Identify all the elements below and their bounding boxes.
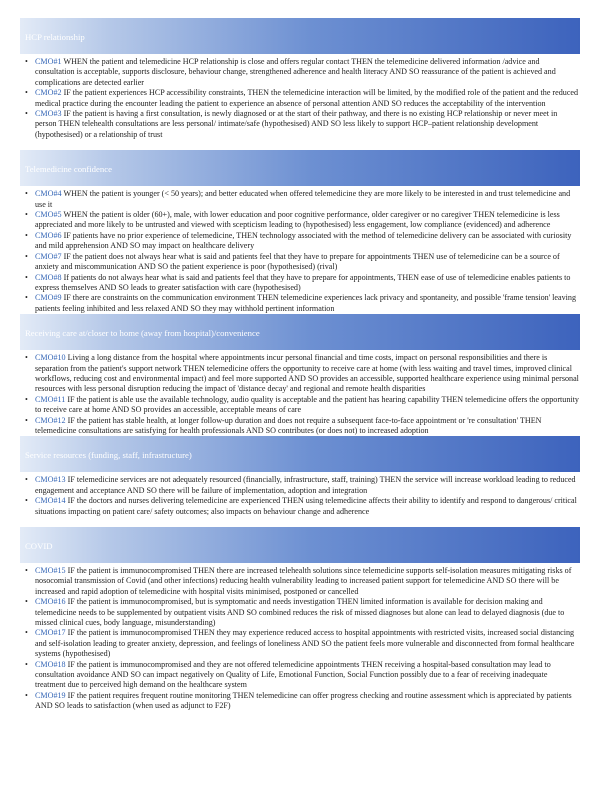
cmo-text: Living a long distance from the hospital where appointments incur personal financial and time costs, impact on personal responsibilities and there is separation from the patient's support network THEN telemedicine offers the opportunity to receive care at home (with less waiting and travel times, improved clinical workflows, reducing cost and environmental impact) and feel more supported AND SO provides an accessible, supported healthcare experience using minimal personal resources with less personal disruption reducing the impact of 'distance decay' and regional and remote health disparities: [35, 353, 579, 394]
cmo-text: IF the patient is immunocompromised, but is symptomatic and needs investigation THEN limited information is available for decision making and telemedicine needs to be supplemented by outpatient visits AND SO combined reduces the risk of missed diagnoses but alone can lead to delayed diagnosis (due to missed clinical cues, body language, misunderstanding): [35, 597, 565, 628]
cmo-text: IF the patient has stable health, at longer follow-up duration and does not require a subsequent face-to-face appointment or 're consultation' THEN telemedicine consultations are satisfying for health professionals AND SO contributes (or does not) to increased adoption: [35, 415, 542, 435]
cmo-code: CMO#14: [35, 496, 66, 506]
section-spacer: [20, 517, 580, 527]
list-item: [20, 628, 580, 659]
section-header-service-resources: [20, 436, 580, 472]
list-item: [20, 691, 580, 712]
section-title: HCP relationship: [25, 32, 85, 42]
cmo-code: CMO#8: [35, 272, 62, 282]
list-item: [20, 88, 580, 109]
list-item: [20, 252, 580, 273]
cmo-text: IF the patient does not always hear what is said and patients feel that they have to prepare for appointments THEN use of telemedicine can be a source of anxiety and miscommunication AND SO the patient experience is poor (hypothesised) (rival): [35, 251, 560, 272]
section-list-service-resources: [20, 472, 580, 517]
cmo-code: CMO#6: [35, 230, 62, 240]
cmo-text: If patients do not always hear what is said and patients feel that they have to prepare for appointments, THEN ease of use of telemedicine enables patients to express themselves AND SO leads to greater satisfaction with care (hypothesised): [35, 272, 571, 292]
cmo-text: IF the patient is immunocompromised THEN there are increased telehealth solutions since telemedicine supports self-isolation measures mitigating risks of nosocomial transmission of Covid (and other infections) reducing health vulnerability leading to increased patient support for telemedicine AND SO there will be increased and rapid adoption of telemedicine with hospital visits minimised, postponed or cancelled: [35, 566, 572, 596]
cmo-text: WHEN the patient and telemedicine HCP relationship is close and offers regular contact THEN the telemedicine delivered information /advice and consultation is acceptable, supports disclosure, behaviour change, strengthened adherence and health literacy AND SO reassurance of the patient is achieved and complications are detected earlier: [35, 57, 556, 87]
cmo-text: IF telemedicine services are not adequately resourced (financially, infrastructure, staff, training) THEN the service will increase workload leading to reduced engagement and acceptance AND SO there will be failure of implementation, adoption and integration: [35, 475, 576, 495]
cmo-code: CMO#3: [35, 109, 62, 119]
list-item: [20, 57, 580, 88]
section-header-receiving-care-at-home: [20, 314, 580, 350]
list-item: [20, 566, 580, 597]
list-item: [20, 475, 580, 496]
cmo-code: CMO#7: [35, 251, 62, 261]
section-list-receiving-care-at-home: [20, 350, 580, 436]
cmo-code: CMO#15: [35, 566, 66, 575]
cmo-code: CMO#2: [35, 88, 62, 98]
list-item: [20, 353, 580, 395]
section-title: Service resources (funding, staff, infrastructure): [25, 450, 192, 461]
list-item: [20, 597, 580, 628]
cmo-text: IF the patient is able use the available technology, audio quality is acceptable and the patient has hearing capability THEN telemedicine offers the opportunity to receive care at home AND SO provides an accessible, acceptable means of care: [35, 394, 579, 415]
cmo-code: CMO#10: [35, 353, 66, 363]
cmo-text: IF there are constraints on the communication environment THEN telemedicine experiences lack privacy and spontaneity, and possible 'frame tension' leaving patients feeling inhibited and less relaxed AND SO they may withhold pertinent information: [35, 293, 577, 313]
list-item: [20, 660, 580, 691]
cmo-code: CMO#4: [35, 189, 62, 199]
cmo-text: WHEN the patient is older (60+), male, with lower education and poor cognitive performance, older caregiver or no caregiver THEN telemedicine is less appreciated and more likely to be untrusted and viewed with scepticism leading to (hypothesised) less engagement, low compliance (evidenced) and adherence: [35, 210, 560, 230]
cmo-text: IF patients have no prior experience of telemedicine, THEN technology associated with the method of telemedicine delivery can be associated with curiosity and mild apprehension AND SO may impact on healthcare delivery: [35, 230, 572, 251]
section-title: Receiving care at/closer to home (away from hospital)/convenience: [25, 328, 260, 339]
list-item: [20, 395, 580, 416]
cmo-code: CMO#18: [35, 659, 66, 669]
cmo-code: CMO#1: [35, 57, 62, 66]
cmo-text: IF the patient requires frequent routine monitoring THEN telemedicine can offer progress checking and routine assessment which is appreciated by patients AND SO leads to satisfaction (when used as adjunct to F2F): [35, 690, 572, 711]
section-list-telemedicine-confidence: [20, 186, 580, 314]
list-item: [20, 273, 580, 294]
cmo-code: CMO#5: [35, 210, 62, 220]
list-item: [20, 496, 580, 517]
list-item: [20, 189, 580, 210]
section-list-covid: [20, 563, 580, 712]
cmo-text: IF the doctors and nurses delivering telemedicine are experienced THEN using telemedicine affects their ability to identify and respond to dangerous/ critical situations impacting on patient care/ safety outcomes; also impacts on behaviour change and adherence: [35, 496, 577, 516]
section-header-hcp-relationship: [20, 18, 580, 54]
cmo-code: CMO#12: [35, 415, 66, 425]
section-title: COVID: [25, 541, 53, 551]
list-item: [20, 210, 580, 231]
cmo-text: IF the patient is immunocompromised THEN they may experience reduced access to hospital appointments with restricted visits, increased social distancing and self-isolation leading to greater anxiety, depression, and feelings of loneliness AND SO the patient feels more vulnerable and disconnected from formal healthcare systems (hypothesised): [35, 628, 575, 659]
cmo-code: CMO#13: [35, 475, 66, 485]
list-item: [20, 293, 580, 314]
section-header-telemedicine-confidence: [20, 150, 580, 186]
section-header-covid: [20, 527, 580, 563]
cmo-code: CMO#17: [35, 628, 66, 638]
cmo-table: [20, 18, 580, 712]
cmo-code: CMO#9: [35, 293, 62, 303]
list-item: [20, 416, 580, 437]
section-spacer: [20, 140, 580, 150]
cmo-code: CMO#16: [35, 597, 66, 607]
cmo-code: CMO#11: [35, 394, 66, 404]
cmo-text: IF the patient is having a first consultation, is newly diagnosed or at the start of their pathway, and there is no existing HCP relationship or never meet in person THEN telehealth consultations are less personal/ intimate/safe (hypothesised) AND SO less likely to support HCP–patient relationship development (hypothesised) or a relationship of trust: [35, 109, 558, 139]
cmo-text: IF the patient experiences HCP accessibility constraints, THEN the telemedicine interaction will be limited, by the modified role of the patient and the reduced medical practice during the encounter leading the patient to experience an absence of personal attention AND SO reduces the acceptability of the intervention: [35, 88, 579, 108]
section-title: Telemedicine confidence: [25, 164, 112, 175]
section-list-hcp-relationship: [20, 54, 580, 140]
list-item: [20, 109, 580, 140]
cmo-text: IF the patient is immunocompromised and they are not offered telemedicine appointments THEN receiving a hospital-based consultation may lead to consultation avoidance AND SO can impact negatively on Quality of Life, Emotional Function, Social Function possibly due to a fear of receiving inadequate treatment due to perceived high demand on the healthcare system: [35, 659, 551, 690]
cmo-text: WHEN the patient is younger (< 50 years); and better educated when offered telemedicine they are more likely to be interested in and trust telemedicine and use it: [35, 189, 571, 209]
cmo-code: CMO#19: [35, 690, 66, 700]
list-item: [20, 231, 580, 252]
